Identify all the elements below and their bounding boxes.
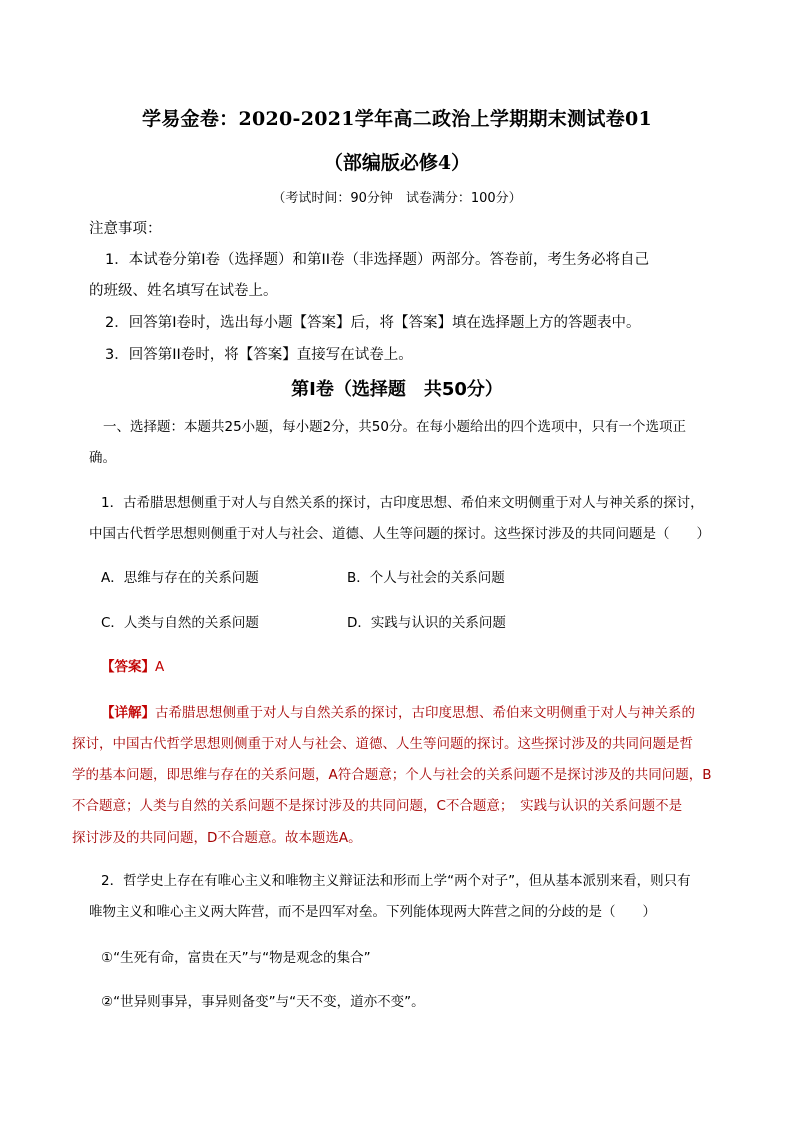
q1-detail-line-2: 探讨，中国古代哲学思想则侧重于对人与社会、道德、人生等问题的探讨。这些探讨涉及的共同问题是哲 [72, 736, 693, 752]
q1-detail-line-3: 学的基本问题，即思维与存在的关系问题，A符合题意；个人与社会的关系问题不是探讨涉及的共同问题，B [72, 767, 712, 783]
paper-title: 学易金卷：2020-2021学年高二政治上学期期末测试卷01 [141, 108, 653, 130]
notice-item-2: 2．回答第I卷时，选出每小题【答案】后，将【答案】填在选择题上方的答题表中。 [105, 315, 641, 331]
q1-detail-line-5: 探讨涉及的共同问题，D不合题意。故本题选A。 [72, 830, 362, 846]
answer-value: A [155, 659, 165, 675]
notice-item-3: 3．回答第II卷时，将【答案】直接写在试卷上。 [105, 347, 413, 363]
paper-subtitle: （部编版必修4） [323, 152, 471, 174]
answer-label: 【答案】 [101, 659, 155, 675]
q1-option-c: C．人类与自然的关系问题 [101, 615, 259, 631]
q1-stem-line-2: 中国古代哲学思想则侧重于对人与社会、道德、人生等问题的探讨。这些探讨涉及的共同问题是（ ） [89, 526, 710, 542]
q2-item-2: ②“世异则事异，事异则备变”与“天不变，道亦不变”。 [101, 994, 425, 1010]
detail-label: 【详解】 [101, 705, 155, 721]
q1-answer [101, 655, 164, 675]
exam-info: （考试时间：90分钟 试卷满分：100分） [272, 191, 522, 206]
q2-stem-line-1: 2．哲学史上存在有唯心主义和唯物主义辩证法和形而上学“两个对子”，但从基本派别来看，则只有 [101, 873, 691, 889]
q1-stem-line-1: 1．古希腊思想侧重于对人与自然关系的探讨，古印度思想、希伯来文明侧重于对人与神关系的探讨， [101, 495, 704, 511]
q2-stem-line-2: 唯物主义和唯心主义两大阵营，而不是四军对垒。下列能体现两大阵营之间的分歧的是（ ） [89, 904, 656, 920]
notice-item-1: 1．本试卷分第I卷（选择题）和第II卷（非选择题）两部分。答卷前，考生务必将自己 [105, 252, 650, 268]
q1-option-a: A．思维与存在的关系问题 [101, 570, 259, 586]
section-title: 第I卷（选择题 共50分） [291, 379, 503, 400]
q1-option-d: D．实践与认识的关系问题 [347, 615, 506, 631]
q1-detail-line-1 [101, 701, 695, 721]
section-intro-line-2: 确。 [89, 450, 116, 466]
q2-item-1: ①“生死有命，富贵在天”与“物是观念的集合” [101, 950, 371, 966]
q1-option-b: B．个人与社会的关系问题 [347, 570, 505, 586]
section-intro-line-1: 一、选择题：本题共25小题，每小题2分，共50分。在每小题给出的四个选项中，只有一个选项正 [103, 419, 686, 435]
q1-detail-line-4: 不合题意；人类与自然的关系问题不是探讨涉及的共同问题，C不合题意； 实践与认识的关系问题不是 [72, 798, 683, 814]
detail-text: 古希腊思想侧重于对人与自然关系的探讨，古印度思想、希伯来文明侧重于对人与神关系的 [155, 705, 695, 721]
notice-item-1-cont: 的班级、姓名填写在试卷上。 [89, 283, 278, 299]
notice-heading: 注意事项： [89, 221, 162, 237]
